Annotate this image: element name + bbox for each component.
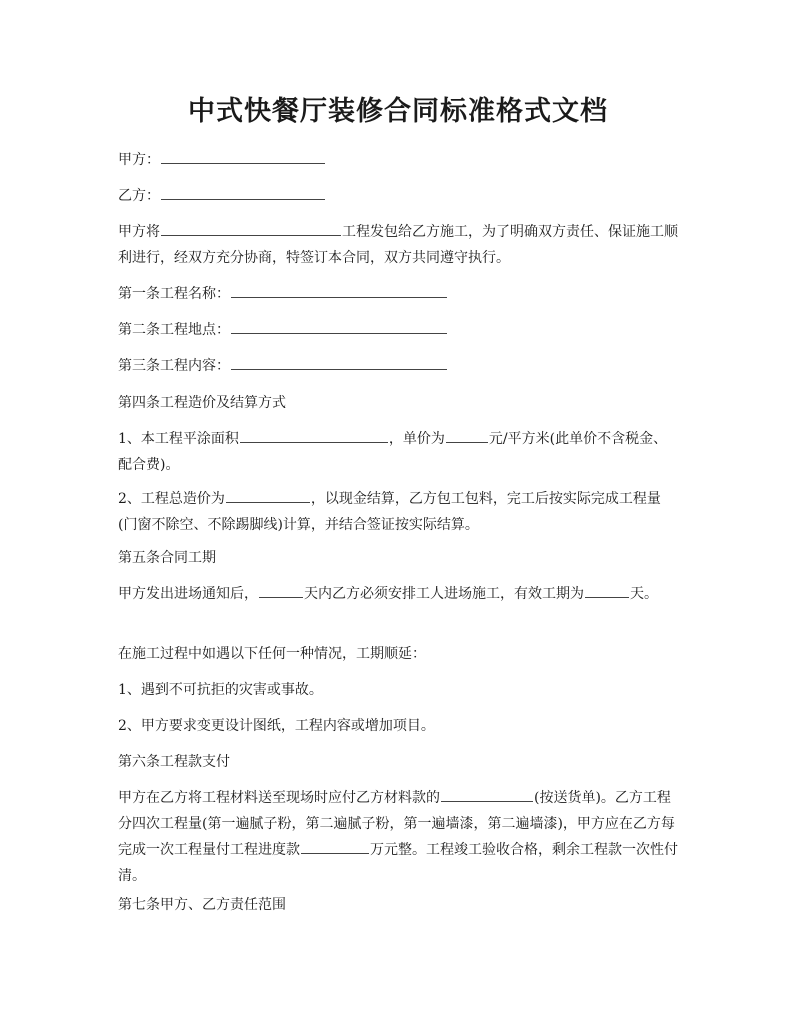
article-6-heading: 第六条工程款支付 bbox=[118, 754, 230, 770]
project-location-blank bbox=[231, 318, 447, 334]
article-4-item-1 bbox=[118, 426, 680, 478]
article-4-item-2 bbox=[118, 486, 680, 538]
article-2 bbox=[118, 317, 680, 343]
material-payment-blank bbox=[441, 786, 533, 802]
final-payment-text: 万元整。工程竣工验收合格，剩余工程款一次性付清。 bbox=[118, 842, 678, 884]
progress-payment-text: (按送货单)。乙方工程分四次工程量(第一遍腻子粉，第二遍腻子粉，第一遍墙漆，第二遍墙漆)，甲方应在乙方每完成一次工程量付工程进度款 bbox=[118, 790, 675, 858]
project-name-blank bbox=[231, 282, 447, 298]
intro-text-2: 工程发包给乙方施工，为了明确双方责任、保证施工顺利进行，经双方充分协商，特签订本合同，双方共同遵守执行。 bbox=[118, 224, 678, 266]
progress-payment-blank bbox=[301, 838, 369, 854]
project-content-blank bbox=[231, 354, 447, 370]
article-5-heading: 第五条合同工期 bbox=[118, 550, 216, 566]
article-1 bbox=[118, 281, 680, 307]
entry-days-blank bbox=[259, 582, 303, 598]
delay-item-2: 2、甲方要求变更设计图纸，工程内容或增加项目。 bbox=[118, 718, 435, 734]
work-period-blank bbox=[585, 582, 629, 598]
project-blank bbox=[161, 220, 341, 236]
party-b-line bbox=[118, 183, 680, 209]
unit-price-note: 元/平方米(此单价不含税金、配合费)。 bbox=[118, 431, 668, 473]
party-b-blank bbox=[161, 184, 325, 200]
article-5-paragraph bbox=[118, 581, 680, 607]
article-3-label: 第三条工程内容： bbox=[118, 358, 230, 374]
article-4-heading: 第四条工程造价及结算方式 bbox=[118, 395, 286, 411]
unit-price-blank bbox=[446, 427, 488, 443]
article-7-heading: 第七条甲方、乙方责任范围 bbox=[118, 897, 286, 913]
intro-text-1: 甲方将 bbox=[118, 224, 160, 240]
party-a-line bbox=[118, 147, 680, 173]
document-title: 中式快餐厅装修合同标准格式文档 bbox=[188, 96, 608, 127]
material-payment-text: 甲方在乙方将工程材料送至现场时应付乙方材料款的 bbox=[118, 790, 440, 806]
entry-notice-text: 甲方发出进场通知后， bbox=[118, 586, 258, 602]
delay-item-1: 1、遇到不可抗拒的灾害或事故。 bbox=[118, 682, 323, 698]
days-unit: 天。 bbox=[630, 586, 658, 602]
article-1-label: 第一条工程名称： bbox=[118, 286, 230, 302]
intro-paragraph bbox=[118, 219, 680, 271]
article-6-paragraph bbox=[118, 785, 680, 889]
delay-intro: 在施工过程中如遇以下任何一种情况，工期顺延： bbox=[118, 646, 426, 662]
party-b-label: 乙方： bbox=[118, 188, 160, 204]
unit-price-label: ，单价为 bbox=[388, 431, 445, 447]
article-3 bbox=[118, 353, 680, 379]
party-a-label: 甲方： bbox=[118, 152, 160, 168]
party-a-blank bbox=[161, 148, 325, 164]
total-price-label: 2、工程总造价为 bbox=[118, 491, 225, 507]
area-blank bbox=[240, 427, 388, 443]
total-price-blank bbox=[226, 487, 310, 503]
settlement-text: ，以现金结算，乙方包工包料，完工后按实际完成工程量(门窗不除空、不除踢脚线)计算，并结合签证按实际结算。 bbox=[118, 491, 661, 533]
work-period-text: 天内乙方必须安排工人进场施工，有效工期为 bbox=[304, 586, 584, 602]
article-2-label: 第二条工程地点： bbox=[118, 322, 230, 338]
area-label: 1、本工程平涂面积 bbox=[118, 431, 239, 447]
